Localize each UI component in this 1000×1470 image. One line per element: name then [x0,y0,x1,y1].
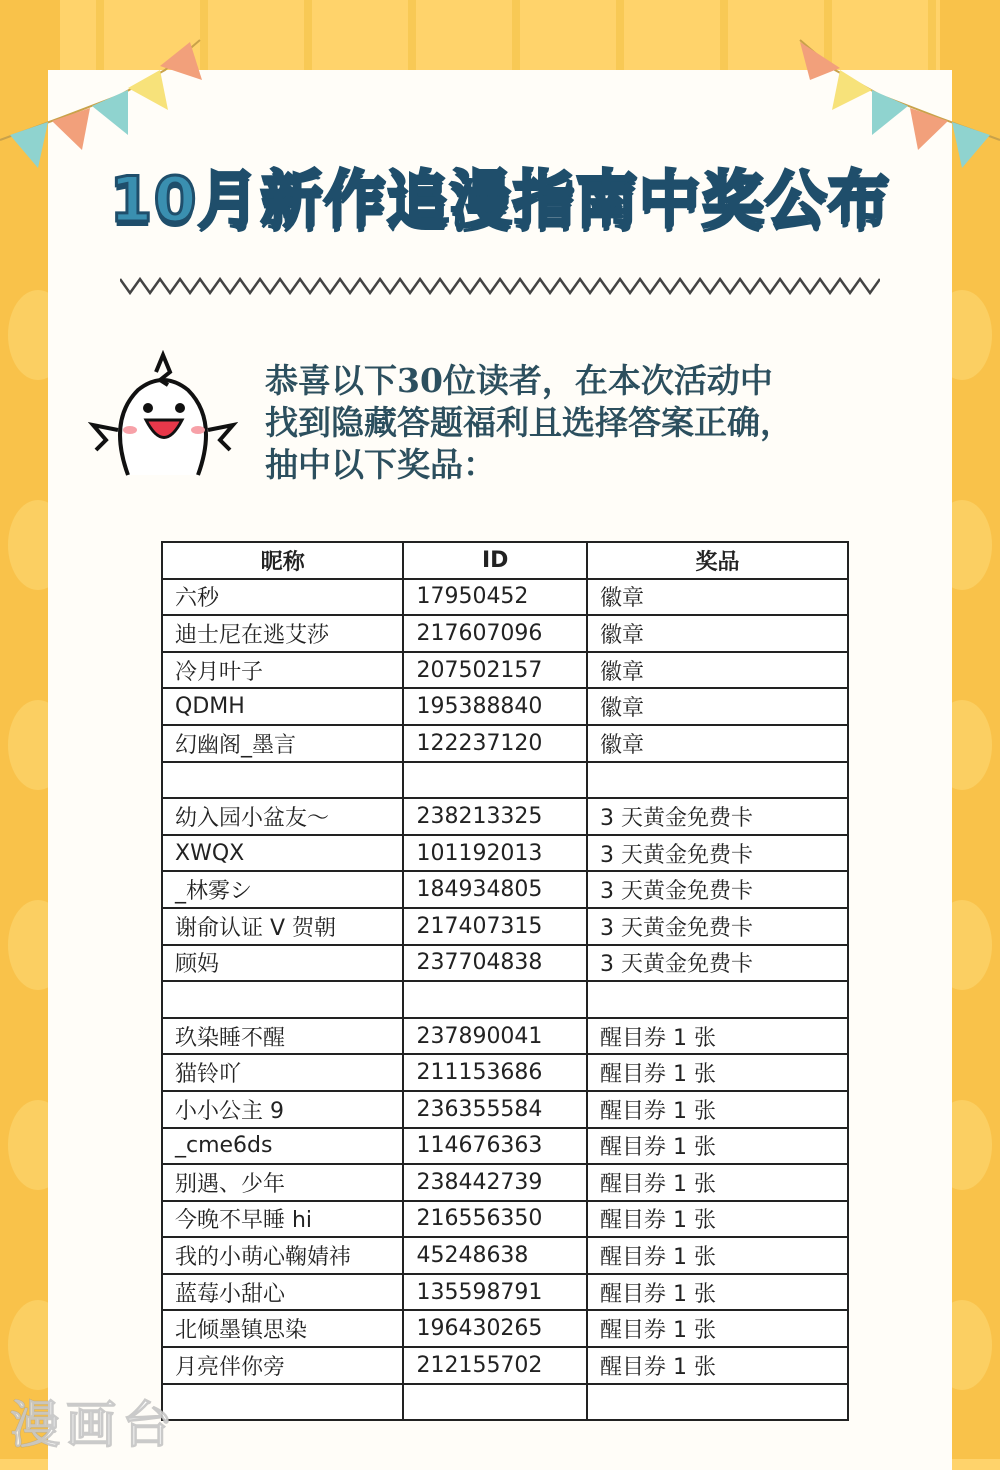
cell-id: 237890041 [403,1018,587,1055]
intro-line: 找到隐藏答题福利且选择答案正确， [265,403,793,442]
header-id: ID [403,542,587,579]
cell-prize: 醒目券 1 张 [587,1237,848,1274]
cell-id: 101192013 [403,835,587,872]
cell-id: 17950452 [403,579,587,616]
cell-nickname: 顾妈 [162,945,403,982]
zigzag-divider [120,275,880,299]
cell-id [403,981,587,1018]
table-row [162,1274,848,1311]
cell-prize [587,1384,848,1421]
cell-id: 217607096 [403,615,587,652]
table-row [162,688,848,725]
cell-id: 238442739 [403,1164,587,1201]
cell-id: 238213325 [403,798,587,835]
cell-id: 212155702 [403,1347,587,1384]
cell-id: 184934805 [403,871,587,908]
cell-id: 122237120 [403,725,587,762]
table-row [162,1164,848,1201]
cell-prize: 徽章 [587,725,848,762]
table-header-row [162,542,848,579]
page-title: 10月新作追漫指南中奖公布 [109,163,891,236]
cell-prize: 徽章 [587,615,848,652]
table-row [162,725,848,762]
cell-nickname: 谢俞认证 V 贺朝 [162,908,403,945]
cell-nickname: _林雾シ [162,871,403,908]
watermark-logo: 漫画台 [10,1396,178,1454]
cell-prize [587,762,848,799]
cell-id: 114676363 [403,1128,587,1165]
cell-nickname: 今晚不早睡 hi [162,1201,403,1238]
cell-id: 135598791 [403,1274,587,1311]
cell-prize: 醒目券 1 张 [587,1274,848,1311]
cell-prize [587,981,848,1018]
table-row [162,762,848,799]
table-row [162,615,848,652]
cell-nickname: 小小公主 9 [162,1091,403,1128]
cell-id: 195388840 [403,688,587,725]
table-row [162,908,848,945]
cell-nickname: QDMH [162,688,403,725]
cell-nickname: 迪士尼在逃艾莎 [162,615,403,652]
table-row [162,871,848,908]
cell-id [403,762,587,799]
cell-prize: 3 天黄金免费卡 [587,908,848,945]
cell-prize: 醒目券 1 张 [587,1128,848,1165]
cell-nickname: 六秒 [162,579,403,616]
cell-prize: 醒目券 1 张 [587,1054,848,1091]
cell-id: 237704838 [403,945,587,982]
cell-prize: 徽章 [587,579,848,616]
cell-prize: 醒目券 1 张 [587,1018,848,1055]
table-row [162,1237,848,1274]
header-prize: 奖品 [587,542,848,579]
mascot-icon [88,350,238,480]
cell-prize: 醒目券 1 张 [587,1164,848,1201]
winners-table [161,541,849,1421]
cell-nickname: XWQX [162,835,403,872]
cell-nickname: 幻幽阁_墨言 [162,725,403,762]
cell-prize: 徽章 [587,688,848,725]
cell-id [403,1384,587,1421]
cell-prize: 3 天黄金免费卡 [587,835,848,872]
cell-nickname [162,1384,403,1421]
cell-id: 216556350 [403,1201,587,1238]
cell-prize: 醒目券 1 张 [587,1347,848,1384]
cell-prize: 徽章 [587,652,848,689]
cell-id: 45248638 [403,1237,587,1274]
table-row [162,1128,848,1165]
cell-nickname: 月亮伴你旁 [162,1347,403,1384]
table-row [162,798,848,835]
cell-prize: 3 天黄金免费卡 [587,871,848,908]
table-row [162,1054,848,1091]
cell-nickname: 别遇、少年 [162,1164,403,1201]
table-row [162,835,848,872]
cell-id: 236355584 [403,1091,587,1128]
cell-nickname [162,762,403,799]
intro-line: 恭喜以下30位读者，在本次活动中 [265,361,773,400]
cell-nickname: 猫铃吖 [162,1054,403,1091]
cell-nickname: 北倾墨镇思染 [162,1310,403,1347]
table-row [162,652,848,689]
cell-nickname: 我的小萌心鞠婧祎 [162,1237,403,1274]
table-row [162,1201,848,1238]
table-row [162,1347,848,1384]
cell-nickname: _cme6ds [162,1128,403,1165]
table-row [162,1091,848,1128]
cell-nickname: 幼入园小盆友～ [162,798,403,835]
cell-nickname: 蓝莓小甜心 [162,1274,403,1311]
cell-nickname: 冷月叶子 [162,652,403,689]
cell-prize: 醒目券 1 张 [587,1201,848,1238]
cell-id: 211153686 [403,1054,587,1091]
cell-prize: 醒目券 1 张 [587,1091,848,1128]
table-row [162,981,848,1018]
cell-prize: 3 天黄金免费卡 [587,945,848,982]
cell-nickname [162,981,403,1018]
cell-id: 207502157 [403,652,587,689]
cell-nickname: 玖染睡不醒 [162,1018,403,1055]
table-row [162,579,848,616]
table-row [162,1310,848,1347]
cell-prize: 3 天黄金免费卡 [587,798,848,835]
header-nickname: 昵称 [162,542,403,579]
table-row [162,1384,848,1421]
cell-prize: 醒目券 1 张 [587,1310,848,1347]
cell-id: 196430265 [403,1310,587,1347]
intro-line: 抽中以下奖品： [265,445,496,484]
intro-text [265,360,905,486]
cell-id: 217407315 [403,908,587,945]
table-row [162,1018,848,1055]
table-row [162,945,848,982]
